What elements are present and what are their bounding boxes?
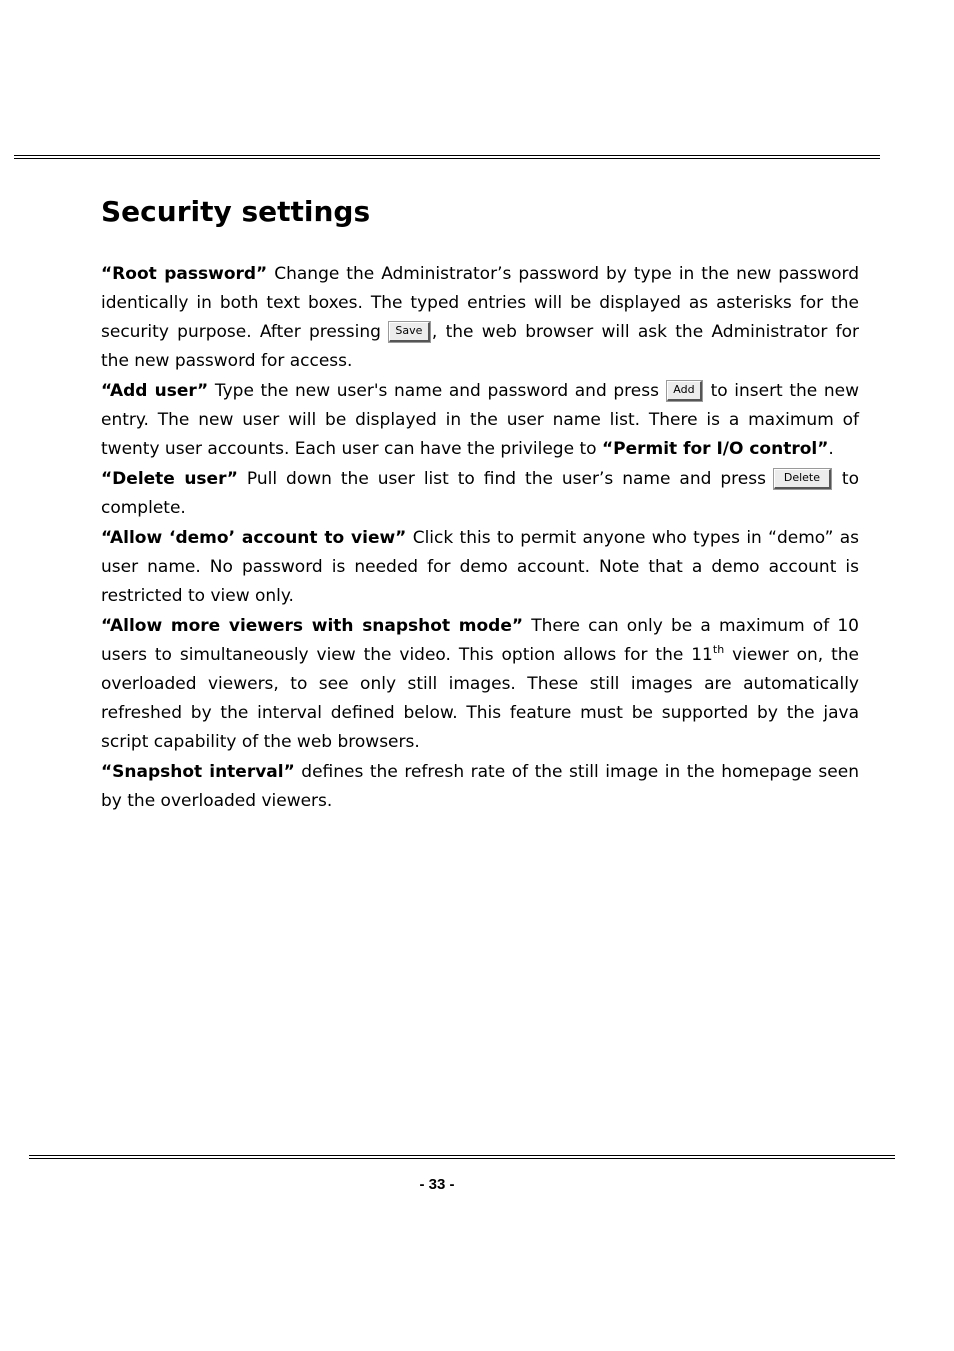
add-user-term: “Add user” <box>101 381 209 401</box>
allow-snapshot-text-end: viewer on, the overloaded viewers, to see only still images. These still images are automatically refreshed by the interval defined below. This feature must be supported by the java script capability of the web browsers. <box>101 645 859 752</box>
add-user-paragraph <box>101 377 859 464</box>
allow-demo-paragraph <box>101 524 859 611</box>
header-rule <box>14 155 880 159</box>
add-button-image: Add <box>667 381 702 401</box>
snapshot-interval-paragraph <box>101 758 859 816</box>
allow-demo-text: Click this to permit anyone who types in “demo” as user name. No password is needed for demo account. Note that a demo account is restricted to view only. <box>101 528 860 606</box>
add-user-text-end: to insert the new entry. The new user will be displayed in the user name list. There is a maximum of twenty user accounts. Each user can have the privilege to <box>101 381 859 459</box>
root-password-text-end: , the web browser will ask the Administrator for the new password for access. <box>101 322 859 371</box>
delete-user-term: “Delete user” <box>101 469 238 489</box>
save-button-image: Save <box>389 322 430 342</box>
snapshot-interval-text: defines the refresh rate of the still image in the homepage seen by the overloaded viewers. <box>101 762 859 811</box>
allow-demo-term: “Allow ‘demo’ account to view” <box>101 528 407 548</box>
root-password-text: Change the Administrator’s password by type in the new password identically in both text boxes. The typed entries will be displayed as asterisks for the security purpose. After pressing <box>101 264 860 342</box>
snapshot-interval-term: “Snapshot interval” <box>101 762 295 782</box>
root-password-paragraph <box>101 260 859 376</box>
delete-user-paragraph <box>101 465 859 523</box>
add-user-period: . <box>828 439 834 459</box>
footer-rule <box>29 1155 895 1159</box>
permit-io-control-term: “Permit for I/O control” <box>601 439 829 459</box>
allow-snapshot-paragraph <box>101 612 859 757</box>
document-body <box>101 190 859 816</box>
add-user-text: Type the new user's name and password and press <box>208 381 659 401</box>
page-number: - 33 - <box>419 1176 455 1193</box>
delete-user-text-end: to complete. <box>101 469 859 518</box>
page-title: Security settings <box>101 195 371 228</box>
ordinal-superscript: th <box>712 643 725 656</box>
delete-user-text: Pull down the user list to find the user’s name and press <box>237 469 766 489</box>
allow-snapshot-text: There can only be a maximum of 10 users to simultaneously view the video. This option allows for the 11 <box>101 616 860 665</box>
delete-button-image: Delete <box>774 469 831 489</box>
allow-snapshot-term: “Allow more viewers with snapshot mode” <box>101 616 524 636</box>
root-password-term: “Root password” <box>101 264 268 284</box>
